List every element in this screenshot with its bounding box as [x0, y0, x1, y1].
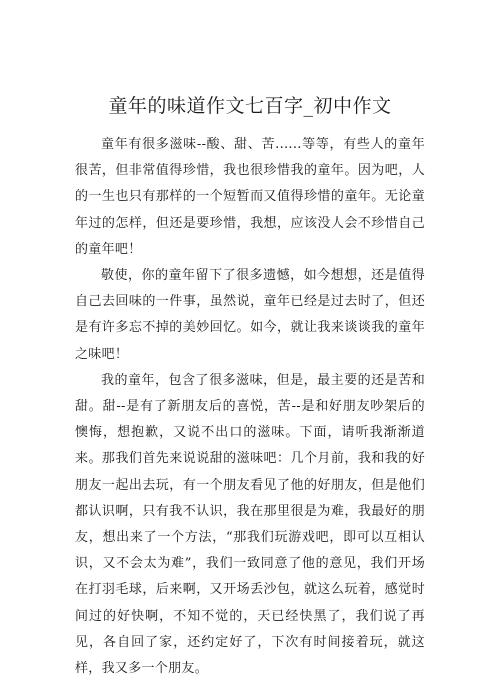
article-body [75, 132, 425, 682]
paragraph-1: 童年有很多滋味--酸、甜、苦......等等，有些人的童年很苦，但非常值得珍惜，我也很珍惜我的童年。因为吧，人的一生也只有那样的一个短暂而又值得珍惜的童年。无论童年过的怎样，但还是要珍惜，我想，应该没人会不珍惜自己的童年吧！ [75, 137, 425, 257]
page-title: 童年的味道作文七百字_初中作文 [108, 95, 392, 117]
paragraph-2: 敬使，你的童年留下了很多遗憾，如今想想，还是值得自己去回味的一件事，虽然说，童年已经是过去时了，但还是有许多忘不掉的美妙回忆。如今，就让我来谈谈我的童年之味吧！ [75, 268, 425, 362]
paragraph-3: 我的童年，包含了很多滋味，但是，最主要的还是苦和甜。甜--是有了新朋友后的喜悦，苦--是和好朋友吵架后的懊悔，想抱歉，又说不出口的滋味。下面，请听我渐渐道来。那我们首先来说说甜的滋味吧：几个月前，我和我的好朋友一起出去玩，有一个朋友看见了他的好朋友，但是他们都认识啊，只有我不认识，我在那里很是为难，我最好的朋友，想出来了一个方法，“那我们玩游戏吧，即可以互相认识，又不会太为难”，我们一致同意了他的意见，我们开场在打羽毛球，后来啊，又开场丢沙包，就这么玩着，感觉时间过的好快啊，不知不觉的，天已经快黑了，我们说了再见，各自回了家，还约定好了，下次有时间接着玩，就这样，我又多一个朋友。 [75, 372, 425, 677]
